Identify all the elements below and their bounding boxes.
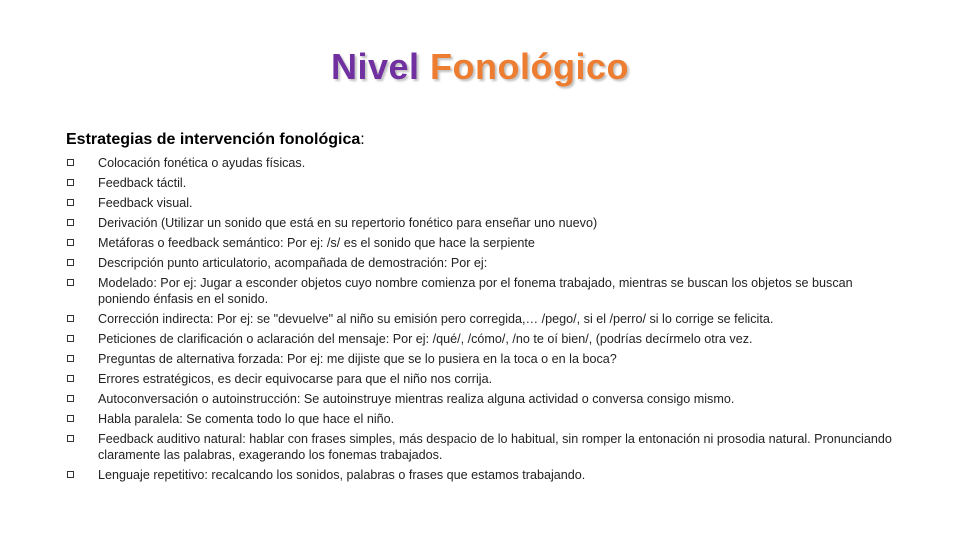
subheading-suffix: : [360,131,365,148]
square-bullet-icon [67,335,74,342]
list-item-text: Descripción punto articulatorio, acompañada de demostración: Por ej: [98,256,488,270]
subheading-bold-text: Estrategias de intervención fonológica [66,131,361,148]
square-bullet-icon [67,239,74,246]
list-item [66,275,906,307]
square-bullet-icon [67,471,74,478]
square-bullet-icon [67,435,74,442]
square-bullet-icon [67,395,74,402]
list-item [66,467,906,483]
list-item [66,331,906,347]
list-item [66,351,906,367]
list-item [66,175,906,191]
title-word-fonologico: Fonológico [430,46,630,87]
list-item [66,371,906,387]
list-item [66,391,906,407]
list-item [66,215,906,231]
list-item-text: Errores estratégicos, es decir equivocarse para que el niño nos corrija. [98,372,493,386]
list-item [66,195,906,211]
list-item-text: Peticiones de clarificación o aclaración del mensaje: Por ej: /qué/, /cómo/, /no te oí bien/, (podrías decírmelo otra vez. [98,332,753,346]
square-bullet-icon [67,199,74,206]
list-item-text: Corrección indirecta: Por ej: se "devuelve" al niño su emisión pero corregida,… /pego/, si el /perro/ si lo corrige se felicita. [98,312,774,326]
list-item-text: Autoconversación o autoinstrucción: Se autoinstruye mientras realiza alguna actividad o conversa consigo mismo. [98,392,735,406]
strategy-list [66,155,906,487]
title-word-nivel: Nivel [330,46,420,87]
slide-title [0,46,960,88]
list-item [66,155,906,171]
list-item [66,255,906,271]
square-bullet-icon [67,375,74,382]
list-item-text: Feedback táctil. [98,176,187,190]
list-item-text: Derivación (Utilizar un sonido que está en su repertorio fonético para enseñar uno nuevo) [98,216,598,230]
square-bullet-icon [67,259,74,266]
square-bullet-icon [67,179,74,186]
list-item-text: Lenguaje repetitivo: recalcando los sonidos, palabras o frases que estamos trabajando. [98,468,586,482]
list-item-text: Feedback auditivo natural: hablar con frases simples, más despacio de lo habitual, sin romper la entonación ni prosodia natural. Pronunciando claramente las palabras, exagerando los fonemas trabajados. [98,432,892,462]
square-bullet-icon [67,315,74,322]
list-item [66,235,906,251]
square-bullet-icon [67,415,74,422]
list-item-text: Modelado: Por ej: Jugar a esconder objetos cuyo nombre comienza por el fonema trabajado, mientras se buscan los objetos se buscan poniendo énfasis en el sonido. [98,276,853,306]
square-bullet-icon [67,279,74,286]
square-bullet-icon [67,219,74,226]
subheading [66,131,365,149]
list-item [66,431,906,463]
list-item [66,311,906,327]
list-item-text: Colocación fonética o ayudas físicas. [98,156,306,170]
list-item-text: Habla paralela: Se comenta todo lo que hace el niño. [98,412,395,426]
list-item-text: Preguntas de alternativa forzada: Por ej: me dijiste que se lo pusiera en la toca o en la boca? [98,352,617,366]
square-bullet-icon [67,159,74,166]
list-item [66,411,906,427]
list-item-text: Metáforas o feedback semántico: Por ej: /s/ es el sonido que hace la serpiente [98,236,535,250]
list-item-text: Feedback visual. [98,196,193,210]
square-bullet-icon [67,355,74,362]
